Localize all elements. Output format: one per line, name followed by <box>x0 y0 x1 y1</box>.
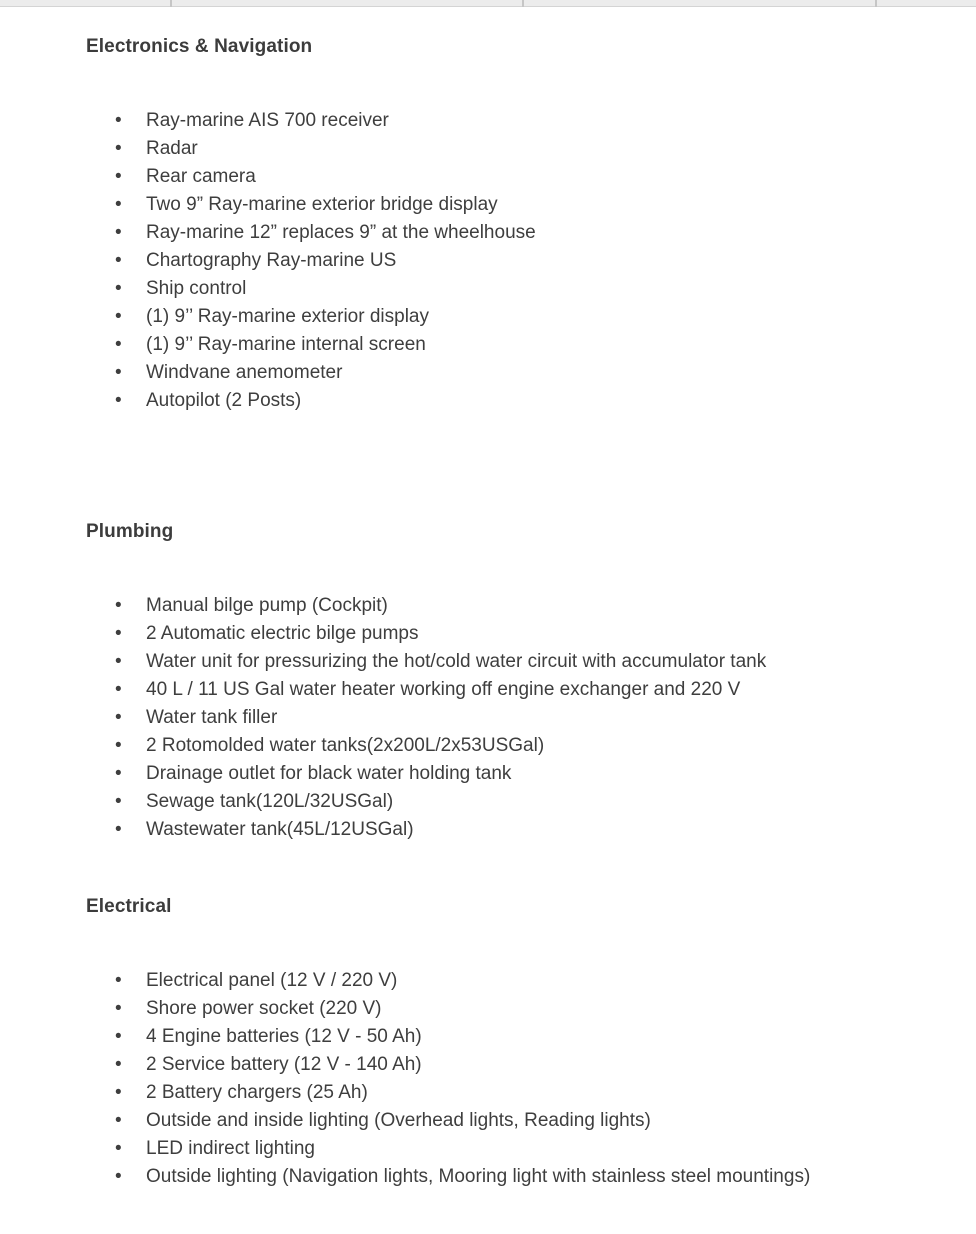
spec-list-item: • Wastewater tank(45L/12USGal) <box>86 816 940 844</box>
spec-list-item: • Rear camera <box>86 163 940 191</box>
spec-list-item: • 2 Battery chargers (25 Ah) <box>86 1079 940 1107</box>
spec-list-item: • Electrical panel (12 V / 220 V) <box>86 967 940 995</box>
spec-list-item: • Ray-marine AIS 700 receiver <box>86 107 940 135</box>
spec-list-item: • Autopilot (2 Posts) <box>86 387 940 415</box>
spec-list-item: • (1) 9’’ Ray-marine exterior display <box>86 303 940 331</box>
spec-list-item: • Radar <box>86 135 940 163</box>
table-column-divider <box>875 0 877 7</box>
section-heading: Plumbing <box>86 521 174 542</box>
spec-list-item: • Chartography Ray-marine US <box>86 247 940 275</box>
spec-list-item: • Sewage tank(120L/32USGal) <box>86 788 940 816</box>
spec-list-item: • Water tank filler <box>86 704 940 732</box>
section-heading: Electronics & Navigation <box>86 36 313 57</box>
table-column-divider <box>522 0 524 7</box>
spec-list-item: • LED indirect lighting <box>86 1135 940 1163</box>
spec-list-item: • 2 Automatic electric bilge pumps <box>86 620 940 648</box>
spec-list <box>86 967 940 1191</box>
spec-list-item: • Ship control <box>86 275 940 303</box>
spec-list-item: • 4 Engine batteries (12 V - 50 Ah) <box>86 1023 940 1051</box>
spec-list-item: • 40 L / 11 US Gal water heater working off engine exchanger and 220 V <box>86 676 940 704</box>
section-heading: Electrical <box>86 896 172 917</box>
spec-section <box>86 895 940 1191</box>
spec-list <box>86 592 940 844</box>
spec-section <box>86 35 940 415</box>
spec-list-item: • Shore power socket (220 V) <box>86 995 940 1023</box>
table-column-divider <box>170 0 172 7</box>
spec-list-item: • Two 9” Ray-marine exterior bridge display <box>86 191 940 219</box>
spec-list-item: • 2 Rotomolded water tanks(2x200L/2x53USGal) <box>86 732 940 760</box>
spec-list-item: • Drainage outlet for black water holding tank <box>86 760 940 788</box>
spec-list-item: • (1) 9’’ Ray-marine internal screen <box>86 331 940 359</box>
spec-list-item: • Water unit for pressurizing the hot/cold water circuit with accumulator tank <box>86 648 940 676</box>
spec-list-item: • Outside and inside lighting (Overhead lights, Reading lights) <box>86 1107 940 1135</box>
spec-list-item: • Windvane anemometer <box>86 359 940 387</box>
spec-sections-container <box>86 35 940 1191</box>
spec-list <box>86 107 940 415</box>
spec-list-item: • Outside lighting (Navigation lights, Mooring light with stainless steel mountings) <box>86 1163 940 1191</box>
spec-section <box>86 520 940 844</box>
spec-list-item: • 2 Service battery (12 V - 140 Ah) <box>86 1051 940 1079</box>
table-bottom-edge <box>0 0 976 7</box>
spec-list-item: • Ray-marine 12” replaces 9” at the wheelhouse <box>86 219 940 247</box>
specs-document <box>0 35 976 1191</box>
spec-list-item: • Manual bilge pump (Cockpit) <box>86 592 940 620</box>
